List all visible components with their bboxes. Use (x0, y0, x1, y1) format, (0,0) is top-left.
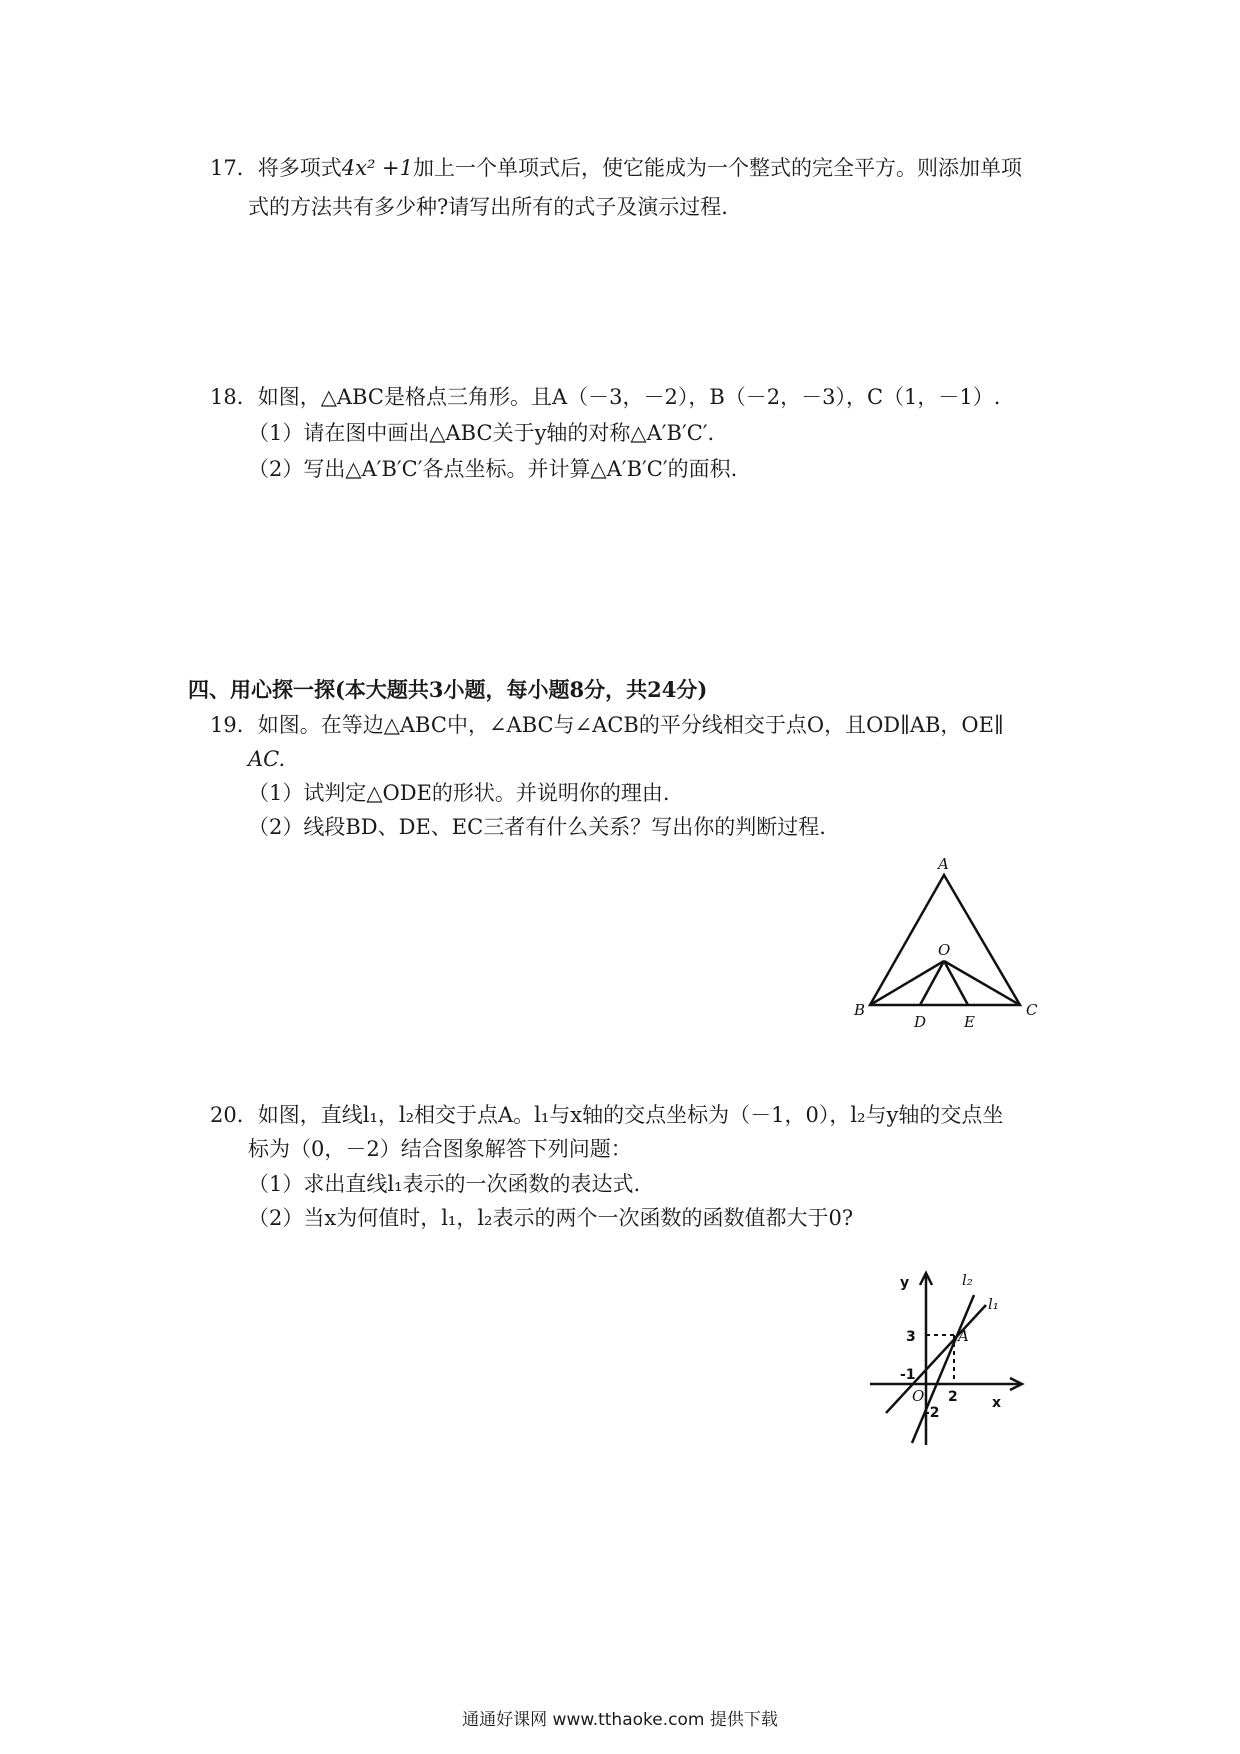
q18-sub2: （2）写出△A′B′C′各点坐标。并计算△A′B′C′的面积. (248, 457, 738, 481)
q19-line2: AC. (248, 747, 286, 771)
label-d: D (914, 1013, 927, 1031)
q20-text: 如图，直线l₁，l₂相交于点A。l₁与x轴的交点坐标为（－1，0），l₂与y轴的交点坐 (257, 1103, 1004, 1127)
q17-text-b: 加上一个单项式后，使它能成为一个整式的完全平方。则添加单项 (413, 156, 1022, 180)
q19-sub2: （2）线段BD、DE、EC三者有什么关系？写出你的判断过程. (248, 815, 826, 839)
label-b: B (854, 1001, 866, 1019)
q17-number: 17． (210, 156, 258, 180)
q17-line2: 式的方法共有多少种?请写出所有的式子及演示过程. (248, 195, 728, 219)
tick-minus-2: -2 (924, 1405, 940, 1421)
q18-number: 18． (210, 385, 258, 409)
q18-text: 如图，△ABC是格点三角形。且A（－3，－2），B（－2，－3），C（1，－1）. (257, 385, 1001, 409)
label-l1: l₁ (988, 1295, 999, 1313)
tick-2: 2 (948, 1389, 958, 1405)
label-e: E (964, 1013, 975, 1031)
section4-heading: 四、用心探一探(本大题共3小题，每小题8分，共24分) (188, 677, 708, 702)
tick-minus-1: -1 (900, 1367, 916, 1383)
label-point-a: A (958, 1327, 969, 1345)
label-y: y (900, 1275, 910, 1291)
q20-graph-figure (860, 1265, 1030, 1450)
label-a: A (938, 855, 949, 873)
q17-expression: 4x² +1 (341, 156, 413, 180)
q19-sub1: （1）试判定△ODE的形状。并说明你的理由. (248, 781, 670, 805)
q18-sub1: （1）请在图中画出△ABC关于y轴的对称△A′B′C′. (248, 421, 715, 445)
q19-triangle-figure (840, 855, 1060, 1040)
line-l2 (912, 1295, 974, 1443)
q19-number: 19． (210, 713, 258, 737)
label-x: x (992, 1395, 1002, 1411)
label-o: O (938, 941, 951, 959)
label-origin: O (912, 1387, 925, 1405)
line-l1 (886, 1305, 986, 1413)
page-footer: 通通好课网 www.tthaoke.com 提供下载 (462, 1710, 778, 1730)
label-c: C (1026, 1001, 1038, 1019)
q20-line2: 标为（0，－2）结合图象解答下列问题： (248, 1137, 632, 1161)
q17-line1 (210, 153, 1022, 183)
tick-3: 3 (906, 1329, 916, 1345)
triangle-abc (870, 875, 1020, 1005)
q17-text-a: 将多项式 (257, 156, 342, 180)
q20-sub2: （2）当x为何值时，l₁，l₂表示的两个一次函数的函数值都大于0? (248, 1206, 854, 1230)
q19-text: 如图。在等边△ABC中，∠ABC与∠ACB的平分线相交于点O，且OD∥AB，OE∥ (257, 713, 1004, 737)
q20-line1 (210, 1100, 1003, 1130)
q20-sub1: （1）求出直线l₁表示的一次函数的表达式. (248, 1172, 641, 1196)
q18-line1 (210, 382, 1000, 412)
label-l2: l₂ (962, 1271, 973, 1289)
q19-line1 (210, 710, 1004, 740)
q20-number: 20． (210, 1103, 258, 1127)
